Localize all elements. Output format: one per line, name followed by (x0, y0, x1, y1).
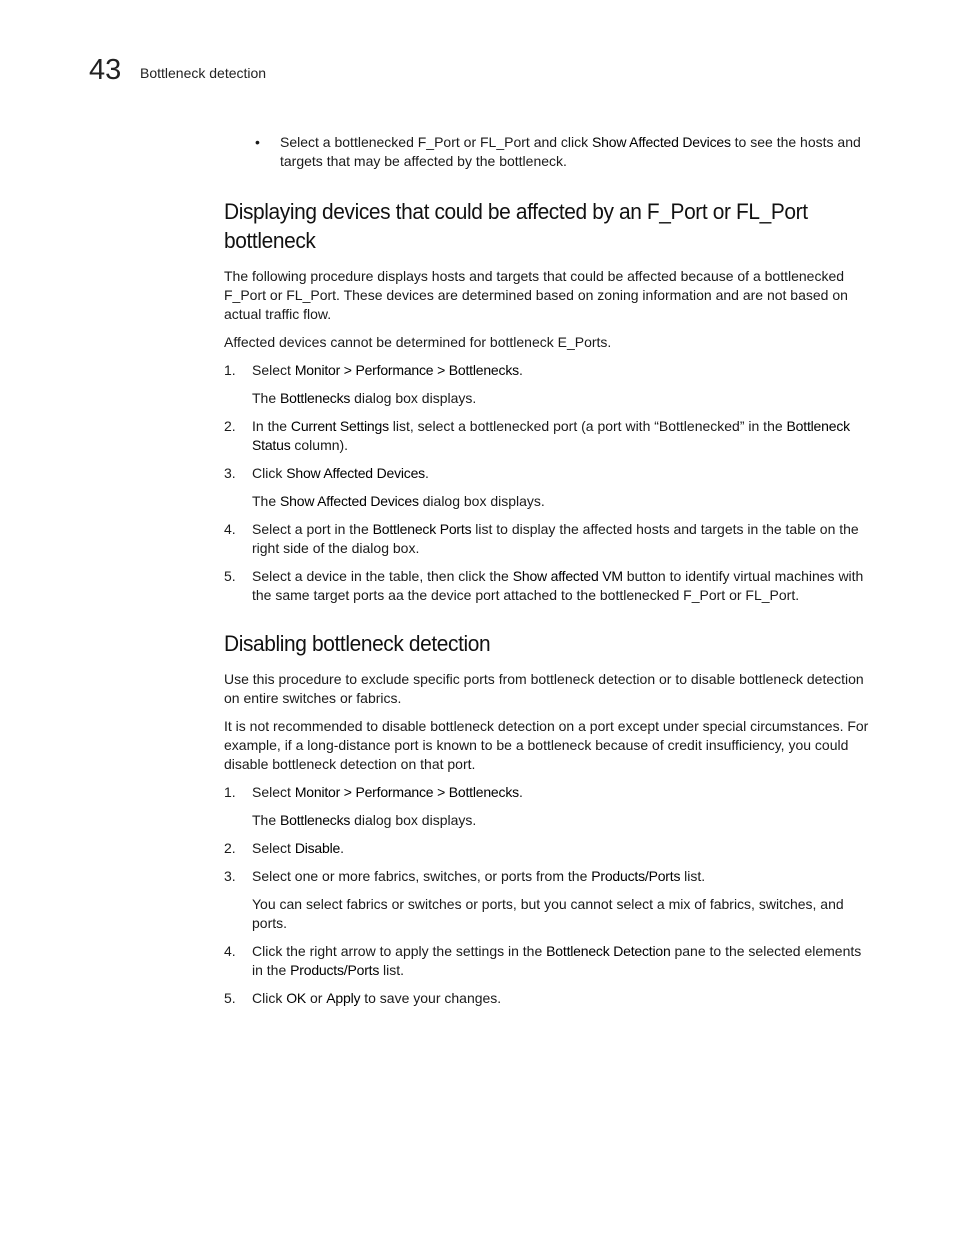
ui-term: Products/Ports (290, 962, 380, 978)
step-item: 1. Select Monitor > Performance > Bottlenecks. (224, 362, 523, 378)
ui-term: Bottlenecks (280, 390, 351, 406)
ui-term: Bottleneck Detection (546, 943, 671, 959)
step-note: You can select fabrics or switches or ports, but you cannot select a mix of fabrics, switches, and ports. (252, 896, 844, 931)
section-heading-disabling: Disabling bottleneck detection (224, 631, 491, 656)
ui-term: Apply (326, 990, 361, 1006)
ui-term: Show Affected Devices (280, 493, 419, 509)
ui-term: Show Affected Devices (286, 465, 425, 481)
paragraph: It is not recommended to disable bottleneck detection on a port except under special circumstances. For example, if a long-distance port is known to be a bottleneck because of credit insufficiency, you could disable bottleneck detection on that port. (224, 718, 869, 772)
chapter-number: 43 (89, 54, 122, 86)
step-result: The Bottlenecks dialog box displays. (252, 812, 477, 828)
page-content (224, 133, 874, 1017)
ui-term: OK (286, 990, 307, 1006)
bullet-item: • Select a bottlenecked F_Port or FL_Port and click Show Affected Devices to see the hosts and targets that may be affected by the bottleneck. (255, 134, 861, 169)
step-item: 4. Select a port in the Bottleneck Ports list to display the affected hosts and targets in the table on the right side of the dialog box. (224, 521, 859, 556)
step-item: 4. Click the right arrow to apply the settings in the Bottleneck Detection pane to the selected elements in the Products/Ports list. (224, 943, 862, 978)
step-item: 5. Click OK or Apply to save your changes. (224, 990, 502, 1006)
step-item: 2. Select Disable. (224, 840, 344, 856)
ui-term: Monitor > Performance > Bottlenecks (294, 362, 519, 378)
step-item: 2. In the Current Settings list, select a bottlenecked port (a port with “Bottlenecked” in the Bottleneck Status column). (224, 418, 850, 453)
paragraph: Affected devices cannot be determined for bottleneck E_Ports. (224, 334, 612, 350)
step-item: 1. Select Monitor > Performance > Bottlenecks. (224, 784, 523, 800)
ui-term: Monitor > Performance > Bottlenecks (294, 784, 519, 800)
paragraph: Use this procedure to exclude specific ports from bottleneck detection or to disable bottleneck detection on entire switches or fabrics. (224, 671, 864, 706)
ui-term: Bottleneck Status (252, 418, 850, 453)
ui-term: Show Affected Devices (592, 134, 731, 150)
ui-term: Bottleneck Ports (372, 521, 472, 537)
section-heading-affected-devices: Displaying devices that could be affected by an F_Port or FL_Port bottleneck (224, 199, 808, 253)
chapter-title: Bottleneck detection (140, 65, 267, 81)
paragraph: The following procedure displays hosts and targets that could be affected because of a bottlenecked F_Port or FL_Port. These devices are determined based on zoning information and are not based on actual traffic flow. (224, 268, 848, 322)
ui-term: Products/Ports (591, 868, 681, 884)
ui-term: Current Settings (290, 418, 389, 434)
ui-term: Bottlenecks (280, 812, 351, 828)
ui-term: Disable (294, 840, 341, 856)
step-item: 3. Select one or more fabrics, switches, or ports from the Products/Ports list. (224, 868, 706, 884)
step-item: 3. Click Show Affected Devices. (224, 465, 429, 481)
ui-term: Show affected VM (512, 568, 623, 584)
step-result: The Show Affected Devices dialog box displays. (252, 493, 545, 509)
step-result: The Bottlenecks dialog box displays. (252, 390, 477, 406)
step-item: 5. Select a device in the table, then click the Show affected VM button to identify virtual machines with the same target ports aa the device port attached to the bottlenecked F_Port or FL_Port. (224, 568, 864, 603)
bullet-icon: • (255, 134, 260, 150)
